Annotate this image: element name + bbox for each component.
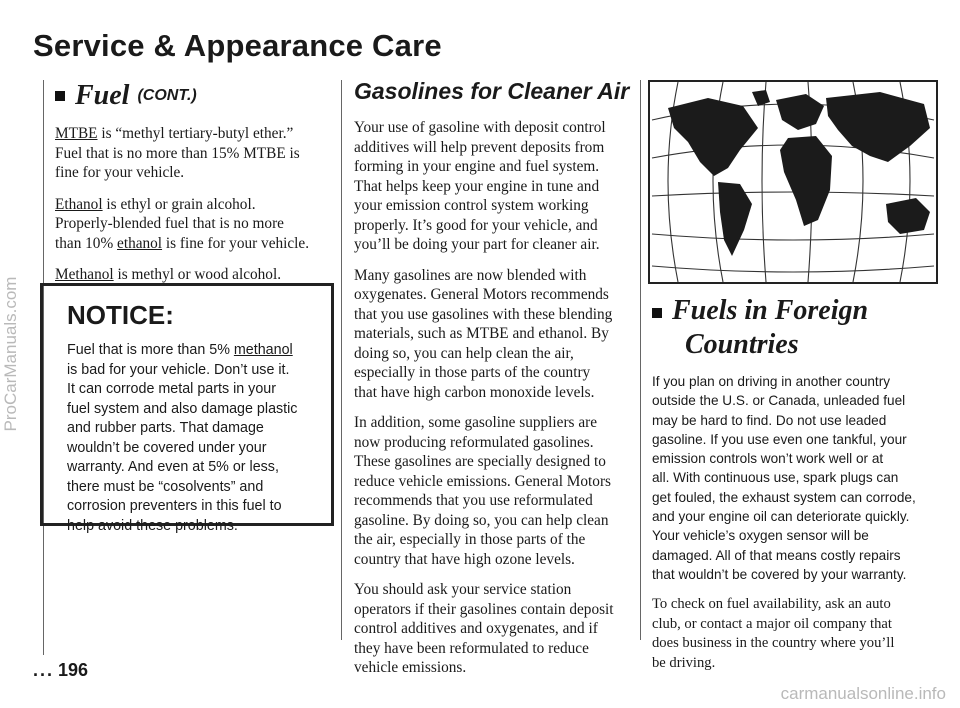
fuel-heading-suffix: (CONT.) [137, 87, 197, 104]
text-line: country that have high ozone levels. [354, 550, 575, 568]
text-line: outside the U.S. or Canada, unleaded fuel [652, 393, 906, 409]
text-line: materials, such as MTBE and ethanol. By [354, 325, 609, 342]
text-line: vehicle emissions. [354, 659, 467, 676]
text-line: Your vehicle’s oxygen sensor will be [652, 528, 869, 544]
notice-line: fuel system and also damage plastic [67, 400, 298, 417]
ethanol-text-3b: is fine for your vehicle. [162, 234, 310, 252]
notice-text [67, 341, 317, 536]
notice-box [40, 283, 334, 534]
section-bullet-icon [55, 91, 65, 101]
text-line: may be hard to find. Do not use leaded [652, 412, 887, 428]
notice-title: NOTICE: [67, 300, 174, 330]
text-line: Many gasolines are now blended with [354, 266, 587, 284]
text-line: To check on fuel availability, ask an auto [652, 596, 891, 613]
mtbe-text-3: fine for your vehicle. [55, 164, 185, 181]
text-line: emission controls won’t work well or at [652, 451, 884, 467]
ethanol-text-2: Properly-blended fuel that is no more [55, 215, 284, 232]
page-number [33, 660, 88, 681]
page-number-dots: ... [33, 660, 55, 680]
notice-methanol-term: methanol [233, 342, 293, 358]
page-number-value: 196 [58, 660, 89, 680]
text-line: operators if their gasolines contain deposit [354, 600, 614, 618]
gasolines-paragraph-3 [354, 413, 639, 569]
world-map-illustration [648, 80, 938, 284]
ethanol-paragraph [55, 195, 335, 254]
text-line: properly. It’s good for your vehicle, and [354, 216, 598, 234]
text-line: That helps keep your engine in tune and [354, 177, 600, 195]
mtbe-text-2: Fuel that is no more than 15% MTBE is [55, 144, 300, 162]
column-divider-middle [341, 80, 342, 640]
ethanol-text-3a: than 10% [55, 234, 118, 252]
gasolines-paragraph-1 [354, 118, 639, 255]
foreign-paragraph-1 [652, 372, 942, 584]
text-line: be driving. [652, 654, 716, 671]
text-line: recommends that you use reformulated [354, 492, 593, 509]
notice-line: warranty. And even at 5% or less, [67, 459, 279, 475]
text-line: you’ll be doing your part for cleaner air. [354, 236, 600, 253]
right-column [652, 294, 942, 673]
section-bullet-icon [652, 308, 662, 318]
text-line: now producing reformulated gasolines. [354, 433, 594, 451]
notice-line: and rubber parts. That damage [67, 420, 264, 436]
text-line: These gasolines are specially designed to [354, 453, 606, 470]
text-line: You should ask your service station [354, 581, 572, 598]
text-line: In addition, some gasoline suppliers are [354, 414, 597, 431]
text-line: oxygenates. General Motors recommends [354, 286, 609, 303]
text-line: damaged. All of that means costly repairs [652, 547, 901, 563]
text-line: If you plan on driving in another country [652, 374, 891, 389]
middle-column [354, 78, 639, 678]
gasolines-paragraph-2 [354, 266, 639, 403]
foreign-paragraph-2 [652, 595, 942, 673]
mtbe-paragraph [55, 124, 335, 183]
side-watermark [0, 0, 22, 708]
text-line: that have high carbon monoxide levels. [354, 383, 595, 401]
bottom-watermark: carmanualsonline.info [780, 684, 946, 703]
side-watermark-text: ProCarManuals.com [1, 276, 20, 432]
text-line: that you use gasolines with these blending [354, 305, 613, 323]
text-line: they have been reformulated to reduce [354, 639, 589, 657]
text-line: that wouldn’t be covered by your warranty. [652, 566, 907, 582]
ethanol-term: Ethanol [55, 195, 103, 213]
text-line: club, or contact a major oil company that [652, 615, 892, 632]
notice-line: there must be “cosolvents” and [67, 478, 264, 495]
ethanol-term-inline: ethanol [117, 234, 163, 252]
gasolines-paragraph-4 [354, 580, 639, 678]
fuel-heading-text: Fuel [75, 80, 130, 111]
text-line: especially in those parts of the country [354, 364, 591, 381]
methanol-text-1: is methyl or wood alcohol. [113, 266, 282, 283]
notice-line: corrosion preventers in this fuel to [67, 498, 282, 514]
gasolines-heading: Gasolines for Cleaner Air [354, 78, 630, 104]
page-title: Service & Appearance Care [33, 28, 442, 63]
ethanol-text-1: is ethyl or grain alcohol. [102, 195, 256, 213]
notice-line: is bad for your vehicle. Don’t use it. [67, 361, 290, 378]
foreign-heading-line-1: Fuels in Foreign [672, 295, 869, 326]
text-line: gasoline. By doing so, you can help clean [354, 511, 609, 529]
text-line: additives will help prevent deposits from [354, 138, 605, 156]
text-line: get fouled, the exhaust system can corrode, [652, 489, 916, 505]
left-column [55, 80, 335, 285]
methanol-paragraph [55, 265, 335, 285]
column-divider-right [640, 80, 641, 640]
foreign-fuels-heading [652, 294, 942, 362]
notice-line: help avoid these problems. [67, 517, 238, 534]
text-line: your emission control system working [354, 197, 589, 214]
text-line: and your engine oil can deteriorate quickly. [652, 509, 910, 525]
notice-line-1a: Fuel that is more than 5% [67, 342, 234, 358]
text-line: reduce vehicle emissions. General Motors [354, 472, 611, 490]
notice-line: wouldn’t be covered under your [67, 439, 267, 456]
methanol-term: Methanol [55, 266, 114, 283]
fuel-heading [55, 80, 335, 112]
text-line: the air, especially in those parts of the [354, 531, 586, 548]
text-line: Your use of gasoline with deposit control [354, 119, 606, 136]
text-line: gasoline. If you use even one tankful, your [652, 431, 907, 447]
text-line: control additives and oxygenates, and if [354, 620, 598, 637]
text-line: all. With continuous use, spark plugs can [652, 470, 899, 486]
notice-line: It can corrode metal parts in your [67, 381, 276, 397]
text-line: doing so, you can help clean the air, [354, 344, 574, 362]
foreign-heading-line-2: Countries [685, 329, 799, 360]
text-line: does business in the country where you’ll [652, 635, 895, 652]
mtbe-text-1: is “methyl tertiary-butyl ether.” [97, 125, 294, 142]
text-line: forming in your engine and fuel system. [354, 158, 600, 175]
mtbe-term: MTBE [55, 125, 98, 142]
